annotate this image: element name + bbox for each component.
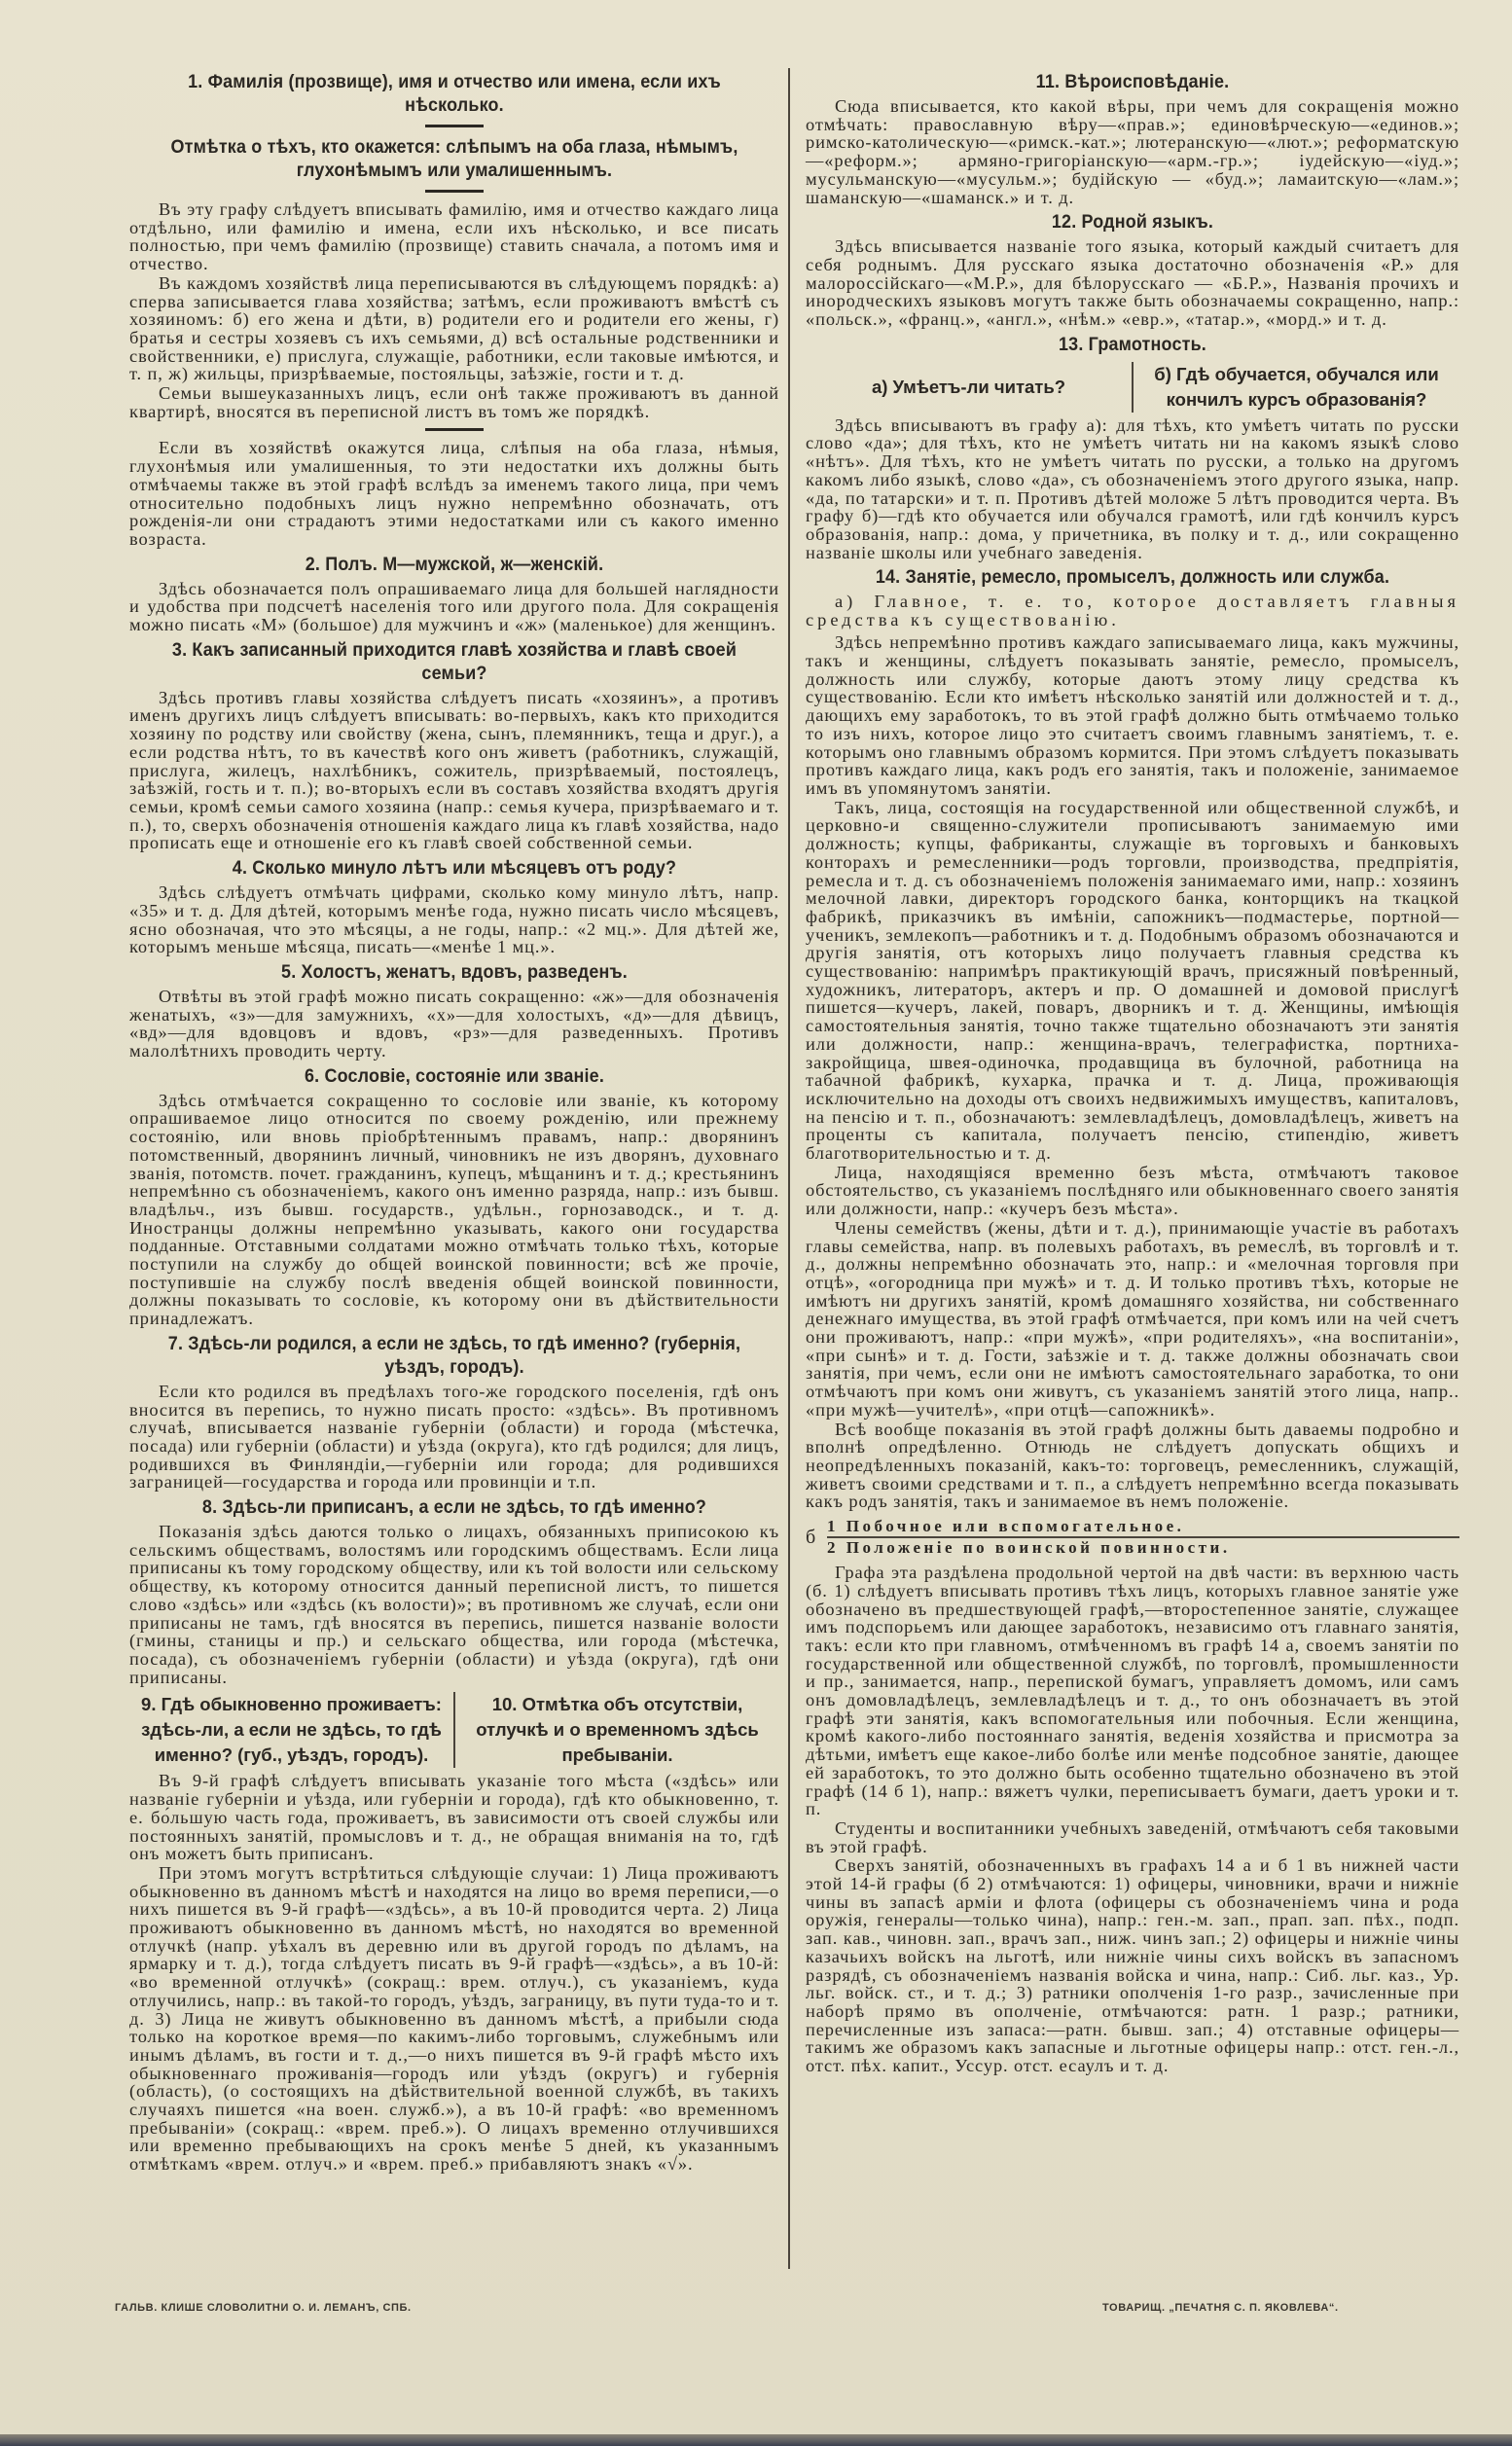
paragraph: Всѣ вообще показанія въ этой графѣ должны быть даваемы подробно и вполнѣ опредѣленно. Отнюдь не слѣдуетъ допускать общихъ и неопредѣленныхъ показаній, какъ-то: торговецъ, ремесленникъ, служащій, живетъ своими средствами и т. п., а слѣдуетъ непремѣнно всегда показывать какъ родъ занятія, такъ и занимаемое въ немъ положеніе. bbox=[806, 1419, 1459, 1512]
section-heading: 8. Здѣсь-ли приписанъ, а если не здѣсь, то гдѣ именно? bbox=[201, 1496, 707, 1519]
subcolumn-items bbox=[827, 1517, 1459, 1558]
paragraph: Если кто родился въ предѣлахъ того-же городского поселенія, гдѣ онъ вносится въ перепись, то нужно писать просто: «здѣсь». Въ противномъ случаѣ, вписывается названіе губерніи (области) и города (мѣстечка, посада) или губерніи (области) и уѣзда (округа), кто гдѣ родился; для лицъ, родившихся въ Финляндіи,—губерніи или города; для родившихся заграницей—государства и города или провинціи и т.п. bbox=[129, 1381, 779, 1493]
paragraph: При этомъ могутъ встрѣтиться слѣдующіе случаи: 1) Лица проживаютъ обыкновенно въ данномъ мѣстѣ и находятся на лицо во время переписи,—о нихъ пишется въ 9-й графѣ—«здѣсь», а въ 10-й проводится черта. 2) Лица проживаютъ обыкновенно въ данномъ мѣстѣ, но находятся во временной отлучкѣ (напр. уѣхалъ въ деревню или въ другой городъ по дѣламъ, на ярмарку и т. д.), тогда слѣдуетъ писать въ 9-й графѣ—«здѣсь», а въ 10-й: «во временной отлучкѣ» (сокращ.: врем. отлуч.), съ указаніемъ, куда отлучились, напр.: въ такой-то городъ, уѣздъ, заграницу, въ пути туда-то и т. д. 3) Лица не живутъ обыкновенно въ данномъ мѣстѣ, а прибыли сюда только на короткое время—по какимъ-либо торговымъ, служебнымъ или инымъ дѣламъ, въ гости и т. д.,—о нихъ пишется въ 9-й графѣ мѣсто ихъ обыкновеннаго проживанія—городъ или уѣздъ (округъ) и губернія (область), (о состоящихъ на дѣйствительной военной службѣ, въ такихъ случаяхъ пишется «на воен. служб.»), а въ 10-й графѣ: «во временномъ пребываніи» (сокращ.: «врем. преб.»). О лицахъ временно отлучившихся или временно пребывающихъ на срокъ менѣе 5 дней, къ указаннымъ отмѣткамъ «врем. отлуч.» и «врем. преб.» прибавляютъ знакъ «√». bbox=[129, 1862, 779, 2175]
paragraph: Отвѣты въ этой графѣ можно писать сокращенно: «ж»—для обозначенія женатыхъ, «з»—для замужнихъ, «х»—для холостыхъ, «д»—для дѣвицъ, «вд»—для вдовцовъ и вдовъ, «рз»—для разведенныхъ. Противъ малолѣтнихъ проводить черту. bbox=[129, 986, 779, 1061]
paragraph: Здѣсь обозначается полъ опрашиваемаго лица для большей наглядности и удобства при подсчетѣ населенія того или другого пола. Для сокращенія можно писать «М» (большое) для мужчинъ и «ж» (маленькое) для женщинъ. bbox=[129, 578, 779, 635]
separator-rule bbox=[425, 428, 484, 431]
printer-imprint-right: ТОВАРИЩ. „ПЕЧАТНЯ С. П. ЯКОВЛЕВА“. bbox=[1102, 2302, 1339, 2314]
left-column bbox=[129, 66, 779, 2175]
paragraph: Такъ, лица, состоящія на государственной или общественной службѣ, и церковно-и священно-служители прописываютъ занимаемую ими должность; купцы, фабриканты, служащіе въ торговыхъ и банковыхъ конторахъ и ремесленники—родъ торговли, производства, предпріятія, ремесла и т. д. съ обозначеніемъ положенія занимаемаго ими, напр.: хозяинъ мелочной лавки, директоръ городского банка, конторщикъ на ткацкой фабрикѣ, приказчикъ въ имѣніи, сапожникъ—подмастерье, портной—ученикъ, землекопъ—работникъ и т. д. Подобнымъ образомъ обозначаются и другія занятія, отъ которыхъ лицо получаетъ главныя средства къ существованію: напримѣръ практикующій врачъ, присяжный повѣренный, художникъ, литераторъ, актеръ и пр. О домашней и домовой прислугѣ пишется—кучеръ, лакей, поваръ, дворникъ и т. д. Женщины, имѣющія самостоятельныя занятія, точно также тщательно обозначаютъ эти занятія или должности, напр.: женщина-врачъ, телеграфистка, портниха-закройщица, швея-одиночка, продавщица въ булочной, работница на табачной фабрикѣ, кухарка, прачка и т. д. Лица, проживающія исключительно на доходы отъ своихъ недвижимыхъ имуществъ, капиталовъ, на пенсію и т. п., обозначаютъ: землевладѣлецъ, домовладѣлецъ, живетъ на проценты съ капитала, получаетъ пенсію, стипендію, живетъ благотворительностью и т. д. bbox=[806, 797, 1459, 1164]
separator-rule bbox=[425, 190, 484, 193]
section-heading: 5. Холостъ, женатъ, вдовъ, разведенъ. bbox=[281, 960, 628, 983]
separator-rule bbox=[425, 125, 484, 127]
paragraph: Въ каждомъ хозяйствѣ лица переписываются въ слѣдующемъ порядкѣ: а) сперва записывается глава хозяйства; затѣмъ, если проживаютъ вмѣстѣ съ хозяиномъ: б) его жена и дѣти, в) родители его и родители его жены, г) братья и сестры хозяевъ съ ихъ семьями, д) всѣ остальные родственники и свойственники, е) прислуга, служащіе, работники, если таковые имѣются, и т. п, ж) жильцы, призрѣваемые, постояльцы, заѣзжіе, гости и т. д. bbox=[129, 272, 779, 384]
paragraph: Если въ хозяйствѣ окажутся лица, слѣпыя на оба глаза, нѣмыя, глухонѣмыя или умалишенныя, то эти недостатки ихъ должны быть отмѣчаемы также въ этой графѣ вслѣдъ за именемъ такого лица, при чемъ относительно подобныхъ лицъ нужно непремѣнно обозначать, отъ рожденія-ли они страдаютъ этими недостатками или съ какого именно возраста. bbox=[129, 438, 779, 549]
paragraph: Здѣсь вписывается названіе того языка, который каждый считаетъ для себя роднымъ. Для русскаго языка достаточно обозначенія «Р.» для малороссійскаго—«М.Р.», для бѣлорусскаго — «Б.Р.», Названія прочихъ и инородческихъ языковъ могутъ также быть обозначаемы сокращенно, напр.: «польск.», «франц.», «англ.», «нѣм.» «евр.», «татар.», «морд.» и т. д. bbox=[806, 236, 1459, 330]
paragraph: Студенты и воспитанники учебныхъ заведеній, отмѣчаютъ себя таковыми въ этой графѣ. bbox=[806, 1817, 1459, 1856]
paragraph: Здѣсь противъ главы хозяйства слѣдуетъ писать «хозяинъ», а противъ именъ другихъ лицъ слѣдуетъ вписывать: во-первыхъ, какъ кто приходится хозяину по родству или свойству (жена, сынъ, племянникъ, теща и друг.), а если родства нѣтъ, то въ качествѣ кого онъ живетъ (работникъ, служащій, прислуга, жилецъ, нахлѣбникъ, сожитель, призрѣваемый, постоялецъ, заѣзжій, гость и т. п.); во-вторыхъ если въ составъ хозяйства входятъ другія семьи, кромѣ семьи самого хозяина (напр.: семья кучера, призрѣваемаго и т. п.), то, сверхъ обозначенія отношенія каждаго лица къ главѣ хозяйства, надо прописать еще и отношеніе его къ главѣ своей собственной семьи. bbox=[129, 687, 779, 853]
subsection-heading: а) Главное, т. е. то, которое доставляетъ главныя средства къ существованію. bbox=[806, 592, 1459, 630]
subcolumn-item: 2 Положеніе по воинской повинности. bbox=[827, 1538, 1231, 1558]
split-heading-part: 10. Отмѣтка объ отсутствіи, отлучкѣ и о временномъ здѣсь пребываніи. bbox=[476, 1694, 759, 1766]
split-heading bbox=[806, 362, 1459, 413]
section-heading: 4. Сколько минуло лѣтъ или мѣсяцевъ отъ роду? bbox=[232, 857, 677, 880]
paragraph: Здѣсь отмѣчается сокращенно то сословіе или званіе, къ которому опрашиваемое лицо относится по своему рожденію, или прежнему состоянію, или вновь пріобрѣтеннымъ правамъ, напр.: дворянинъ потомственный, дворянинъ личный, чиновникъ не изъ дворянъ, духовнаго званія, потомств. почет. гражданинъ, купецъ, мѣщанинъ и т. д.; крестьянинъ непремѣнно съ обозначеніемъ, какого онъ именно разряда, напр.: изъ бывш. владѣльч., изъ бывш. государств., удѣльн., горнозаводск., и т. д. Иностранцы должны непремѣнно указывать, какого они государства подданные. Отставными солдатами можно отмѣчать только тѣхъ, которые поступили на службу до общей воинской повинности; всѣ же прочіе, поступившіе на службу послѣ введенія общей воинской повинности, должны показывать то сословіе, къ которому они въ дѣйствительности принадлежатъ. bbox=[129, 1090, 779, 1329]
section-heading: 13. Грамотность. bbox=[1059, 333, 1206, 355]
split-heading-part: 9. Гдѣ обыкновенно проживаетъ: здѣсь-ли, а если не здѣсь, то гдѣ именно? (губ., уѣздъ, городъ). bbox=[129, 1692, 455, 1768]
paragraph: Лица, находящіяся временно безъ мѣста, отмѣчаютъ таковое обстоятельство, съ указаніемъ послѣдняго или обыкновеннаго своего занятія или должности, напр.: «кучеръ безъ мѣста». bbox=[806, 1162, 1459, 1219]
subcolumn-letter: б bbox=[806, 1526, 816, 1548]
page-bottom-edge bbox=[0, 2434, 1512, 2446]
column-divider bbox=[788, 68, 790, 2269]
paragraph: Члены семействъ (жены, дѣти и т. д.), принимающіе участіе въ работахъ главы семейства, напр. въ полевыхъ работахъ, въ ремеслѣ, въ торговлѣ и т. д., должны непремѣнно обозначать это, напр.: и «мелочная торговля при отцѣ», «огородница при мужѣ» и т. д. И только противъ тѣхъ, которые не имѣютъ ни другихъ занятій, кромѣ домашняго хозяйства, ни собственнаго денежнаго имущества, въ этой графѣ отмѣчается, при комъ или на чей счетъ они проживаютъ, напр.: «при мужѣ», «при родителяхъ», «на воспитаніи», «при сынѣ» и т. д. Гости, заѣзжіе и т. д. также должны обозначать свои занятія, при чемъ, если они не имѣютъ самостоятельнаго заработка, то они отмѣчаютъ при комъ они живутъ, съ указаніемъ занятій этого лица, напр.. «при мужѣ—учителѣ», «при отцѣ—сапожникѣ». bbox=[806, 1217, 1459, 1420]
paragraph: Показанія здѣсь даются только о лицахъ, обязанныхъ приписокою къ сельскимъ обществамъ, волостямъ или городскимъ обществамъ. Если лица приписаны къ тому городскому обществу, или къ той волости или сельскому обществу, къ которому относится данный переписной листъ, то пишется слово «здѣсь» или «здѣсь (къ волости)»; въ противномъ же случаѣ, если они приписаны не тамъ, гдѣ вносятся въ перепись, пишется названіе волости (гмины, станицы и пр.) и сельскаго общества, или города (мѣстечка, посада), съ обозначеніемъ губерніи (области) и уѣзда (округа), гдѣ они приписаны. bbox=[129, 1522, 779, 1687]
paragraph: Семьи вышеуказанныхъ лицъ, если онѣ также проживаютъ въ данной квартирѣ, вносятся въ переписной листъ въ томъ же порядкѣ. bbox=[129, 383, 779, 421]
paragraph: Сверхъ занятій, обозначенныхъ въ графахъ 14 а и б 1 въ нижней части этой 14-й графы (б 2) отмѣчаются: 1) офицеры, чиновники, врачи и нижніе чины въ запасѣ арміи и флота (офицеры съ обозначеніемъ чина и рода оружія, генералы—только чина), напр.: ген.-м. зап., прап. зап. пѣх., подп. зап. кав., чиновн. зап., врачъ зап., ниж. чинъ зап.; 2) офицеры и нижніе чины казачьихъ войскъ на льготѣ, или нижніе чины сихъ войскъ въ запасномъ разрядѣ, съ обозначеніемъ названія войска и чина, напр.: Сиб. льг. каз., Ур. льг. войск. ст., и т. д.; 3) ратники ополченія 1-го разр., зачисленные при наборѣ прямо въ ополченіе, отмѣчаются: ратн. 1 разр.; ратники, перечисленные изъ запаса:—ратн. бывш. зап.; 4) отставные офицеры—такимъ же образомъ какъ запасные и льготные офицеры напр.: отст. ген.-л., отст. пѣх. капит., Уссур. отст. есаулъ и т. д. bbox=[806, 1855, 1459, 2076]
section-heading: 2. Полъ. М—мужской, ж—женскій. bbox=[305, 553, 604, 575]
paragraph: Графа эта раздѣлена продольной чертой на двѣ части: въ верхнюю часть (б. 1) слѣдуетъ вписывать противъ тѣхъ лицъ, которыхъ главное занятіе уже обозначено въ предшествующей графѣ,—второстепенное занятіе, служащее имъ подспорьемъ или дающее заработокъ, независимо отъ главнаго занятія, такъ: если кто при главномъ, отмѣченномъ въ графѣ 14 а, своемъ занятіи по государственной или общественной службѣ, по торговлѣ, промышленности и пр., занимается, напр., перепиской бумагъ, управляетъ домомъ, или самъ онъ домовладѣлецъ, землевладѣлецъ и т. д., то онъ обозначаетъ въ этой графѣ эти занятія, какъ вспомогательныя или побочныя. Если женщина, кромѣ какого-либо постояннаго занятія, веденія хозяйства и присмотра за дѣтьми, имѣетъ еще какое-либо болѣе или менѣе подсобное занятіе, дающее ей заработокъ, то это должно быть особенно тщательно обозначено въ этой графѣ (14 б 1), напр.: вяжетъ чулки, переписываетъ бумаги, даетъ уроки и т. п. bbox=[806, 1563, 1459, 1819]
split-heading-part: а) Умѣетъ-ли читать? bbox=[806, 362, 1134, 413]
split-heading bbox=[129, 1692, 779, 1768]
section-heading: 1. Фамилія (прозвище), имя и отчество или имена, если ихъ нѣсколько. bbox=[188, 71, 721, 116]
subcolumn-item: 1 Побочное или вспомогательное. bbox=[827, 1517, 1459, 1538]
section-heading: 6. Сословіе, состояніе или званіе. bbox=[304, 1064, 605, 1087]
section-heading: 11. Вѣроисповѣданіе. bbox=[1035, 71, 1230, 92]
subcolumn-heading bbox=[806, 1517, 1459, 1558]
section-heading: 3. Какъ записанный приходится главѣ хозяйства и главѣ своей семьи? bbox=[171, 638, 738, 684]
section-heading: 7. Здѣсь-ли родился, а если не здѣсь, то гдѣ именно? (губернія, уѣздъ, городъ). bbox=[167, 1332, 741, 1378]
paragraph: Въ эту графу слѣдуетъ вписывать фамилію, имя и отчество каждаго лица отдѣльно, или фамилію и имена, если ихъ нѣсколько, и все писать полностью, при чемъ фамилію (прозвище) ставить сначала, а потомъ имя и отчество. bbox=[129, 199, 779, 274]
paragraph: Въ 9-й графѣ слѣдуетъ вписывать указаніе того мѣста («здѣсь» или названіе губерніи и уѣзда, или губерніи и города), гдѣ кто обыкновенно, т. е. бо́льшую часть года, проживаетъ, въ зависимости отъ своей службы или постоянныхъ занятій, промысловъ и т. д., не обращая вниманія на то, гдѣ онъ можетъ быть приписанъ. bbox=[129, 1771, 779, 1864]
printer-imprint-left: ГАЛЬВ. КЛИШЕ СЛОВОЛИТНИ О. И. ЛЕМАНЪ, СПБ. bbox=[115, 2302, 412, 2314]
right-column bbox=[806, 66, 1459, 2076]
split-heading-part: б) Гдѣ обучается, обучался или кончилъ курсъ образованія? bbox=[1154, 363, 1439, 410]
section-heading: Отмѣтка о тѣхъ, кто окажется: слѣпымъ на оба глаза, нѣмымъ, глухонѣмымъ или умалишеннымъ. bbox=[170, 136, 738, 181]
section-heading: 12. Родной языкъ. bbox=[1051, 211, 1214, 234]
paragraph: Здѣсь вписываютъ въ графу а): для тѣхъ, кто умѣетъ читать по русски слово «да»; для тѣхъ, кто не умѣетъ читать ни на какомъ языкѣ слово «нѣтъ». Для тѣхъ, кто не умѣетъ читать по русски, а только на другомъ какомъ либо языкѣ, слово «да», съ обозначеніемъ этого другого языка, напр. «да, по татарски» и т. п. Противъ дѣтей моложе 5 лѣтъ проводится черта. Въ графу б)—гдѣ кто обучается или обучался грамотѣ, или гдѣ кончилъ курсъ образованія, напр.: дома, у причетника, въ полку и т. д., или сокращенно названіе школы или учебнаго заведенія. bbox=[806, 414, 1459, 562]
paragraph: Здѣсь слѣдуетъ отмѣчать цифрами, сколько кому минуло лѣтъ, напр. «35» и т. д. Для дѣтей, которымъ менѣе года, нужно писать число мѣсяцевъ, ясно обозначая, что это мѣсяцы, а не годы, напр.: «2 мц.». Для дѣтей же, которымъ меньше мѣсяца, писать—«менѣе 1 мц.». bbox=[129, 882, 779, 957]
paragraph: Сюда вписывается, кто какой вѣры, при чемъ для сокращенія можно отмѣчать: православную вѣру—«прав.»; единовѣрческую—«единов.»; римско-католическую—«римск.-кат.»; лютеранскую—«лют.»; реформатскую—«реформ.»; армяно-григоріанскую—«арм.-гр.»; іудейскую—«іуд.»; мусульманскую—«мусульм.»; будійскую — «буд.»; ламаитскую—«лам.»; шаманскую—«шаманск.» и т. д. bbox=[806, 96, 1459, 207]
section-heading: 14. Занятіе, ремесло, промыселъ, должность или служба. bbox=[875, 566, 1390, 589]
paragraph: Здѣсь непремѣнно противъ каждаго записываемаго лица, какъ мужчины, такъ и женщины, слѣдуетъ показывать занятіе, ремесло, промыселъ, должность или службу, которые даютъ этому лицу средства къ существованію. Если кто имѣетъ нѣсколько занятій или должностей и т. д., дающихъ ему заработокъ, то въ этой графѣ должно быть отмѣчаемо только то изъ нихъ, которое лицо это считаетъ своимъ главнымъ занятіемъ, т. е. которымъ оно главнымъ образомъ кормится. При этомъ слѣдуетъ показывать противъ каждаго лица, какъ родъ его занятія, такъ и положеніе, занимаемое имъ въ упомянутомъ занятіи. bbox=[806, 632, 1459, 798]
